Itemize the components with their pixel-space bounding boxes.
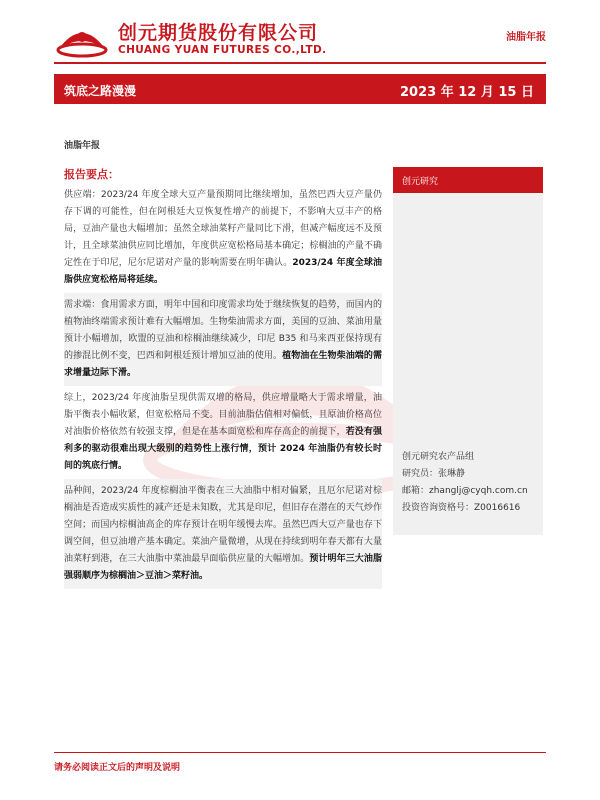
paragraph-text: 品种间，2023/24 年度棕榈油平衡表在三大油脂中相对偏紧，且厄尔尼诺对棕榈油是否造成实质性的减产还是未知数，尤其是印尼，但旧存在潜在的天气炒作空间；而国内棕榈油高企的库存预计在明年缓慢去库。虽然巴西大豆产量也存下调空间，但豆油增产基本确定。菜油产量微增，从现在持续到明年春天都有大量油菜籽到港，在三大油脂中菜油最早面临供应量的大幅增加。 (64, 486, 382, 564)
paragraph-conclusion: 若没有强利多的驱动很难出现大级别的趋势性上涨行情，预计 2024 年油脂仍有较长时间的筑底行情。 (64, 427, 382, 471)
paragraph-conclusion: 植物油在生物柴油端的需求增量边际下滑。 (64, 351, 382, 378)
title-banner (54, 74, 546, 104)
researcher-email: 邮箱：zhanglj@cyqh.com.cn (402, 486, 528, 496)
research-sidebar (393, 167, 543, 535)
document-type-label: 油脂年报 (64, 141, 101, 151)
footer-divider (54, 752, 546, 753)
sidebar-header-label: 创元研究 (402, 177, 439, 187)
researcher-name: 研究员：张琳静 (402, 469, 466, 479)
sidebar-header (393, 167, 543, 193)
analyst-info (402, 449, 528, 517)
report-body (64, 183, 382, 589)
company-logo-icon (54, 20, 110, 58)
report-title: 筑底之路漫漫 (64, 84, 137, 98)
paragraph-conclusion: 预计明年三大油脂强弱顺序为棕榈油＞豆油＞菜籽油。 (64, 554, 382, 581)
paragraph-conclusion: 2023/24 年度全球油脂供应宽松格局将延续。 (64, 258, 382, 285)
summary-paragraph (64, 386, 382, 479)
license-number: 投资咨询资格号：Z0016616 (402, 503, 521, 513)
report-date: 2023 年 12 月 15 日 (400, 85, 534, 100)
supply-paragraph (64, 183, 382, 293)
company-logo (54, 18, 334, 60)
summary-heading: 报告要点： (64, 168, 119, 181)
company-name-en: CHUANG YUAN FUTURES CO.,LTD. (118, 44, 327, 56)
varieties-paragraph (64, 479, 382, 589)
research-group: 创元研究农产品组 (402, 452, 475, 462)
report-tag: 油脂年报 (506, 32, 546, 43)
paragraph-text: 综上，2023/24 年度油脂呈现供需双增的格局，供应增量略大于需求增量，油脂平衡表小幅收紧，但宽松格局不变。目前油脂估值相对偏低，且原油价格高位对油脂价格依然有较强支撑，但是在基本面宽松和库存高企的前提下， (64, 393, 382, 437)
header-divider (54, 62, 546, 64)
company-name-cn: 创元期货股份有限公司 (118, 22, 319, 44)
disclaimer-note: 请务必阅读正文后的声明及说明 (54, 763, 181, 773)
paragraph-text: 供应端：2023/24 年度全球大豆产量预期同比继续增加，虽然巴西大豆产量仍存下调的可能性，但在阿根廷大豆恢复性增产的前提下，不影响大豆丰产的格局，豆油产量也大幅增加；虽然全球油菜籽产量同比下滑，但减产幅度远不及预计，且全球菜油供应同比增加，年度供应宽松格局基本确定；棕榈油的产量不确定性在于印尼，尼尔尼诺对产量的影响需要在明年确认。 (64, 190, 382, 268)
paragraph-text: 需求端：食用需求方面，明年中国和印度需求均处于继续恢复的趋势，而国内的植物油终端需求预计难有大幅增加。生物柴油需求方面，美国的豆油、菜油用量预计小幅增加，欧盟的豆油和棕榈油继续减少，印尼 B35 和马来西亚保持现有的掺混比例不变，巴西和阿根廷预计增加豆油的使用。 (64, 300, 382, 361)
demand-paragraph (64, 293, 382, 386)
